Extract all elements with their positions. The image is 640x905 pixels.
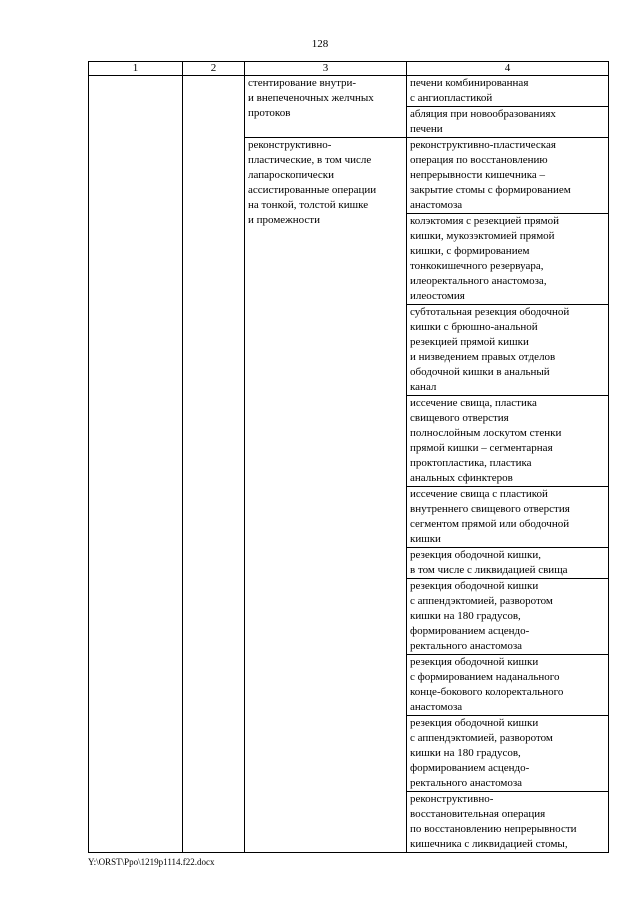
procedure-item-cell: иссечение свища, пластика свищевого отверстия полнослойным лоскутом стенки прямой кишки – сегментарная проктопластика, пластика анальных сфинктеров bbox=[407, 396, 609, 487]
table-header-row bbox=[89, 62, 609, 76]
col-1-cell bbox=[89, 76, 183, 853]
procedure-item-cell: резекция ободочной кишки, в том числе с ликвидацией свища bbox=[407, 548, 609, 579]
page-number: 128 bbox=[311, 38, 329, 50]
procedure-item-cell: субтотальная резекция ободочной кишки с брюшно-анальной резекцией прямой кишки и низведением правых отделов ободочной кишки в анальный канал bbox=[407, 305, 609, 396]
procedure-item-cell: реконструктивно-пластическая операция по восстановлению непрерывности кишечника – закрытие стомы с формированием анастомоза bbox=[407, 138, 609, 214]
procedure-group-cell: реконструктивно- пластические, в том числе лапароскопически ассистированные операции на тонкой, толстой кишке и промежности bbox=[245, 138, 407, 853]
procedure-item-cell: реконструктивно- восстановительная операция по восстановлению непрерывности кишечника с ликвидацией стомы, bbox=[407, 792, 609, 853]
procedure-item-cell: резекция ободочной кишки с формированием наданального конце-бокового колоректального анастомоза bbox=[407, 655, 609, 716]
table-row bbox=[89, 76, 609, 107]
procedure-item-cell: абляция при новообразованиях печени bbox=[407, 107, 609, 138]
header-col-1: 1 bbox=[89, 62, 183, 76]
procedure-item-cell: колэктомия с резекцией прямой кишки, мукозэктомией прямой кишки, с формированием тонкокишечного резервуара, илеоректального анастомоза, илеостомия bbox=[407, 214, 609, 305]
col-2-cell bbox=[183, 76, 245, 853]
header-col-3: 3 bbox=[245, 62, 407, 76]
procedures-table bbox=[88, 61, 609, 853]
procedure-item-cell: печени комбинированная с ангиопластикой bbox=[407, 76, 609, 107]
procedure-item-cell: резекция ободочной кишки с аппендэктомией, разворотом кишки на 180 градусов, формированием асцендо- ректального анастомоза bbox=[407, 579, 609, 655]
procedure-item-cell: резекция ободочной кишки с аппендэктомией, разворотом кишки на 180 градусов, формированием асцендо- ректального анастомоза bbox=[407, 716, 609, 792]
procedure-group-cell: стентирование внутри- и внепеченочных желчных протоков bbox=[245, 76, 407, 138]
footer-file-path: Y:\ORST\Ppo\1219p1114.f22.docx bbox=[88, 857, 215, 867]
header-col-2: 2 bbox=[183, 62, 245, 76]
procedure-item-cell: иссечение свища с пластикой внутреннего свищевого отверстия сегментом прямой или ободочной кишки bbox=[407, 487, 609, 548]
header-col-4: 4 bbox=[407, 62, 609, 76]
